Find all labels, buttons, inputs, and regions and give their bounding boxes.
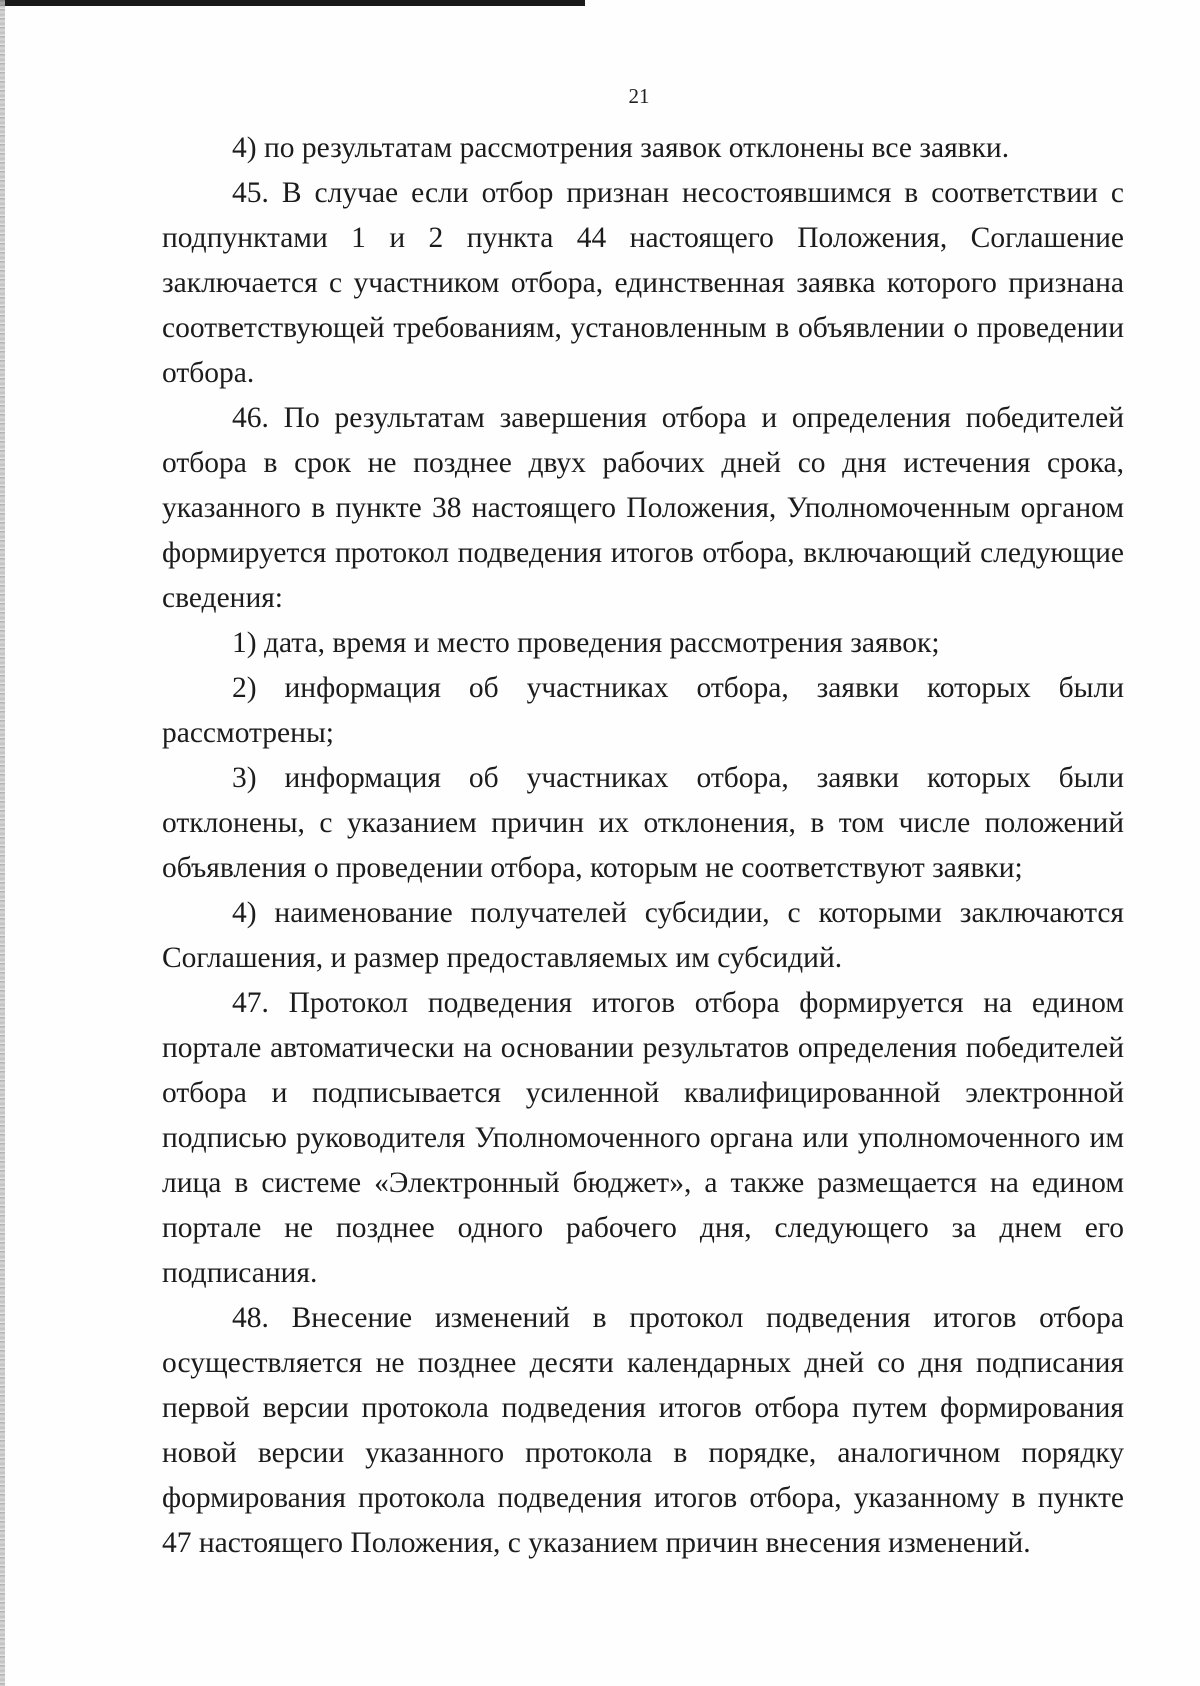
paragraph-45: 45. В случае если отбор признан несостоявшимся в соответствии с подпунктами 1 и 2 пункта 44 настоящего Положения, Соглашение заключается с участником отбора, единственная заявка которого признана соответствующей требованиям, установленным в объявлении о проведении отбора.: [162, 177, 1124, 389]
paragraph-47: 47. Протокол подведения итогов отбора формируется на едином портале автоматически на основании результатов определения победителей отбора и подписывается усиленной квалифицированной электронной подписью руководителя Уполномоченного органа или уполномоченного им лица в системе «Электронный бюджет», а также размещается на едином портале не позднее одного рабочего дня, следующего за днем его подписания.: [162, 987, 1124, 1289]
scan-top-edge: [0, 0, 585, 6]
scan-left-edge: [0, 0, 5, 1686]
paragraph-44-4: 4) по результатам рассмотрения заявок отклонены все заявки.: [232, 132, 1010, 164]
document-body: [162, 126, 1124, 1566]
paragraph-46-4: 4) наименование получателей субсидии, с которыми заключаются Соглашения, и размер предоставляемых им субсидий.: [162, 897, 1124, 974]
paragraph-46-1: 1) дата, время и место проведения рассмотрения заявок;: [232, 627, 940, 659]
paragraph-48: 48. Внесение изменений в протокол подведения итогов отбора осуществляется не позднее десяти календарных дней со дня подписания первой версии протокола подведения итогов отбора путем формирования новой версии указанного протокола в порядке, аналогичном порядку формирования протокола подведения итогов отбора, указанному в пункте 47 настоящего Положения, с указанием причин внесения изменений.: [162, 1302, 1124, 1559]
paragraph-46-3: 3) информация об участниках отбора, заявки которых были отклонены, с указанием причин их отклонения, в том числе положений объявления о проведении отбора, которым не соответствуют заявки;: [162, 762, 1124, 884]
paragraph-46: 46. По результатам завершения отбора и определения победителей отбора в срок не позднее двух рабочих дней со дня истечения срока, указанного в пункте 38 настоящего Положения, Уполномоченным органом формируется протокол подведения итогов отбора, включающий следующие сведения:: [162, 402, 1124, 614]
paragraph-46-2: 2) информация об участниках отбора, заявки которых были рассмотрены;: [162, 672, 1124, 749]
page-number: 21: [628, 84, 650, 108]
